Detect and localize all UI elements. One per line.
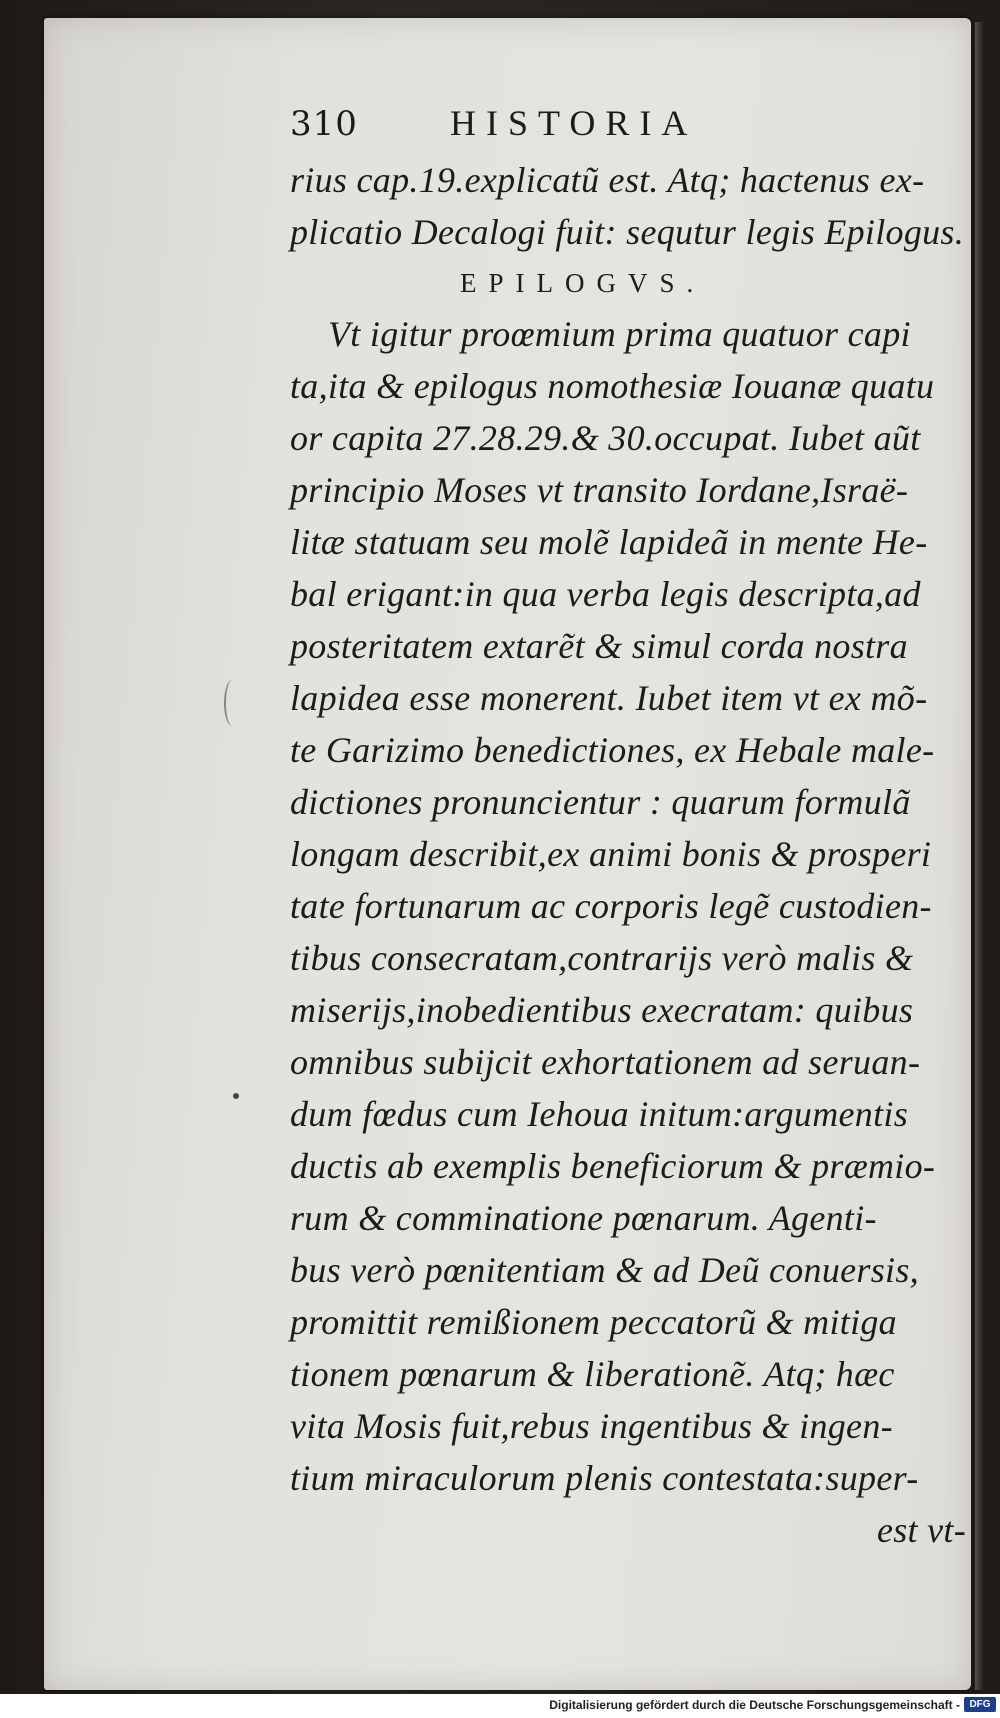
text-line: tionem pœnarum & liberationẽ. Atq; hæc [290, 1354, 895, 1394]
text-line: omnibus subijcit exhortationem ad seruan- [290, 1042, 921, 1082]
page-number: 310 [290, 104, 358, 144]
page-edge [975, 22, 985, 1690]
text-line: lapidea esse monerent. Iubet item vt ex mõ- [290, 678, 928, 718]
text-line: bal erigant:in qua verba legis descripta,ad [290, 574, 921, 614]
running-title: HISTORIA [450, 103, 698, 143]
text-line: promittit remißionem peccatorũ & mitiga [290, 1302, 897, 1342]
section-heading: EPILOGVS. [460, 268, 706, 298]
text-line: tate fortunarum ac corporis legẽ custodien- [290, 886, 932, 926]
text-line: Vt igitur proœmium prima quatuor capi [328, 314, 911, 354]
text-line: dictiones pronuncientur : quarum formulã [290, 782, 911, 822]
text-line: litæ statuam seu molẽ lapideã in mente He- [290, 522, 928, 562]
margin-pen-mark [224, 680, 240, 726]
text-line: rius cap.19.explicatũ est. Atq; hactenus ex- [290, 160, 925, 200]
text-line: tium miraculorum plenis contestata:super- [290, 1458, 919, 1498]
text-line: miserijs,inobedientibus execratam: quibus [290, 990, 914, 1030]
text-line: ductis ab exemplis beneficiorum & præmio- [290, 1146, 936, 1186]
text-block [290, 90, 970, 1556]
text-line: bus verò pœnitentiam & ad Deũ conuersis, [290, 1250, 919, 1290]
text-line: te Garizimo benedictiones, ex Hebale male- [290, 730, 935, 770]
text-line: tibus consecratam,contrarijs verò malis & [290, 938, 914, 978]
text-line: posteritatem extarẽt & simul corda nostra [290, 626, 908, 666]
footer-credit: Digitalisierung gefördert durch die Deutsche Forschungsgemeinschaft - [549, 1698, 960, 1712]
text-line: rum & comminatione pœnarum. Agenti- [290, 1198, 877, 1238]
text-line: dum fœdus cum Iehoua initum:argumentis [290, 1094, 909, 1134]
margin-dot-mark [233, 1093, 239, 1099]
text-line: longam describit,ex animi bonis & prosperi [290, 834, 932, 874]
dfg-logo: DFG [964, 1697, 996, 1712]
text-line: or capita 27.28.29.& 30.occupat. Iubet aũt [290, 418, 921, 458]
catchword: est vt- [876, 1510, 966, 1550]
text-line: plicatio Decalogi fuit: sequtur legis Epilogus. [290, 212, 965, 252]
text-line: vita Mosis fuit,rebus ingentibus & ingen- [290, 1406, 893, 1446]
text-line: ta,ita & epilogus nomothesiæ Iouanæ quatu [290, 366, 935, 406]
text-line: principio Moses vt transito Iordane,Israë- [290, 470, 909, 510]
page-header [290, 90, 970, 154]
